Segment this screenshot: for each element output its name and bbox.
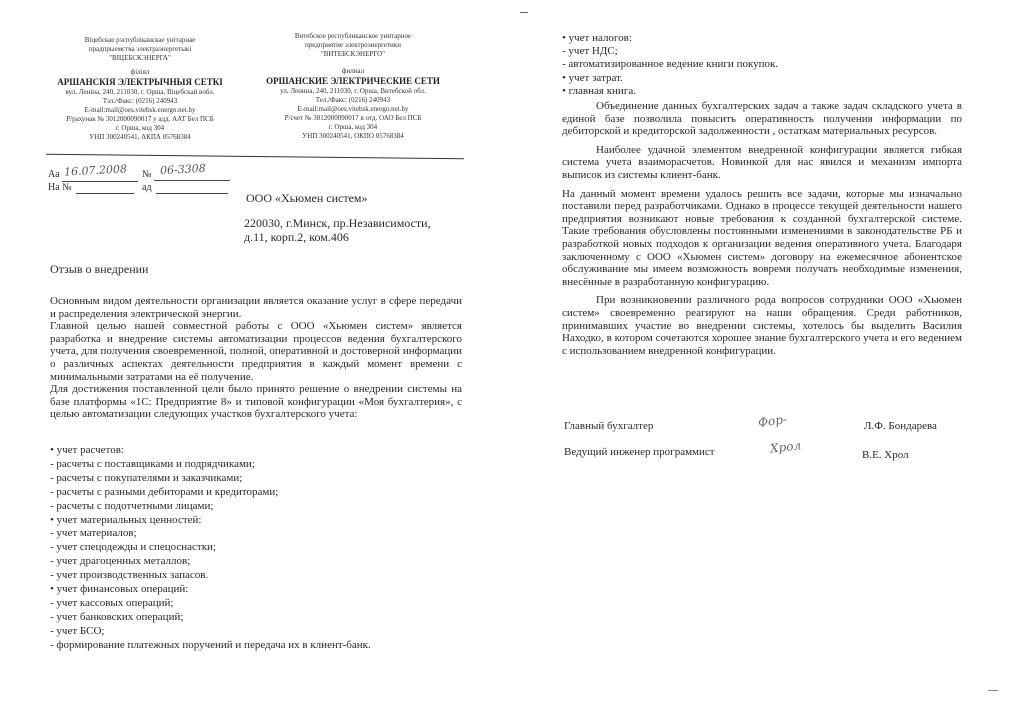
- letterhead-detail: вул. Леніна, 240, 211030, г. Орша, Віцебскай вобл.: [65, 88, 215, 96]
- reg-ad-underline: [156, 193, 228, 194]
- letterhead-line: Віцебскае рэспубліканскае унітарнае: [84, 36, 196, 44]
- list-item: - расчеты с разными дебиторами и кредиторами;: [50, 485, 279, 498]
- letterhead-russian: [258, 32, 448, 141]
- letterhead-org-name: ОРШАНСКИЕ ЭЛЕКТРИЧЕСКИЕ СЕТИ: [266, 76, 440, 86]
- list-item: - учет материалов;: [50, 527, 137, 540]
- reg-no-label: №: [142, 169, 152, 180]
- letterhead-detail: Р/рахунак № 3012000090017 у адд. ААТ Бел ПСБ: [66, 115, 214, 123]
- letterhead-org-name: АРШАНСКІЯ ЭЛЕКТРЫЧНЫЯ СЕТКІ: [57, 77, 223, 87]
- document-title: Отзыв о внедрении: [50, 262, 149, 276]
- signature-title-chief-accountant: Главный бухгалтер: [564, 420, 654, 432]
- reg-na-underline: [76, 193, 134, 194]
- paragraph: Основным видом деятельности организации является оказание услуг в сфере передачи и распределения электрической энергии.: [50, 295, 462, 320]
- list-item: • учет налогов:: [562, 32, 632, 44]
- reg-date-underline: [62, 181, 138, 182]
- paragraph: Главной целью нашей совместной работы с ООО «Хьюмен систем» является разработка и внедрение системы автоматизации процессов ведения бухгалтерского учета, для получения своевременной, полной, оперативной и достоверной информации о различных аспектах деятельности предприятия в каждый момент времени с минимальными затратами на её получение.: [50, 320, 462, 383]
- list-item: • учет затрат.: [562, 71, 623, 84]
- letterhead-detail: УНП 300240541, ОКПО 05768384: [302, 132, 404, 140]
- letterhead-detail: г. Орша, код 304: [115, 124, 165, 132]
- list-item: - расчеты с покупателями и заказчиками;: [50, 471, 243, 484]
- left-column-text: [50, 295, 462, 421]
- reg-na-label: На №: [48, 182, 72, 193]
- addressee-address-line2: д.11, корп.2, ком.406: [244, 230, 349, 244]
- list-item: - учет кассовых операций;: [50, 596, 174, 609]
- list-item: - учет спецодежды и спецоснастки;: [50, 541, 216, 554]
- letterhead-line: "ВІЦЕБСКЭНЕРГА": [109, 54, 171, 62]
- reg-ad-label: ад: [142, 182, 152, 193]
- list-item: - учет БСО;: [50, 624, 105, 637]
- paragraph: На данный момент времени удалось решить все задачи, которые мы изначально поставили перед разработчиками. Однако в процессе текущей деятельности нашего предприятия возникают новые требования к созданной бухгалтерской системе. Такие требования обусловлены постоянными изменениями в законодательстве РБ и разработкой новых подходов к организации ведения оперативного учета. Благодаря заключенному с ООО «Хьюмен систем» договору на ежемесячное абонентское обслуживание мы имеем возможность вовремя получать необходимые изменения, внесённые в разработанную конфигурацию.: [562, 187, 962, 288]
- letterhead-belarusian: [50, 36, 230, 142]
- signature-name-lead-engineer: В.Е. Хрол: [862, 449, 909, 461]
- right-accounting-list: [562, 32, 982, 98]
- letterhead-branch: філіял: [130, 68, 150, 76]
- left-accounting-list: [50, 444, 462, 653]
- paragraph: Наиболее удачной элементом внедренной конфигурации является гибкая система учета взаиморасчетов. Новинкой для нас явился и механизм импорта выписок из системы клиент-банк.: [562, 143, 962, 181]
- paragraph: Объединение данных бухгалтерских задач а также задач складского учета в единой базе позволила повысить оперативность получения информации по дебиторской и кредиторской задолженности , остаткам материальных ресурсов.: [562, 100, 962, 138]
- list-item: • учет материальных ценностей:: [50, 513, 202, 526]
- letterhead-detail: ул. Ленина, 240, 211030, г. Орша, Витебской обл.: [280, 87, 426, 95]
- list-item: - учет НДС;: [562, 45, 618, 58]
- reg-date-handwritten: 16.07.2008: [63, 162, 128, 179]
- right-column-text: [562, 100, 962, 357]
- letterhead-divider: [46, 154, 464, 159]
- signature-mark-lead-engineer: Хрол: [769, 438, 802, 456]
- signature-mark-chief-accountant: Фор-: [757, 412, 788, 430]
- list-item: - учет банковских операций;: [50, 610, 184, 623]
- list-item: • учет расчетов:: [50, 444, 124, 456]
- letterhead-line: "ВИТЕБСКЭНЕРГО": [320, 50, 386, 58]
- reg-no-underline: [154, 180, 230, 181]
- letterhead-detail: Тел./Факс: (0216) 240943: [315, 96, 391, 104]
- letterhead-detail: E-mail:mail@oes.vitebsk.energo.net.by: [297, 105, 409, 113]
- addressee-address-line1: 220030, г.Минск, пр.Независимости,: [244, 216, 431, 230]
- list-item: - автоматизированное ведение книги покупок.: [562, 58, 779, 71]
- list-item: - расчеты с поставщиками и подрядчиками;: [50, 457, 255, 470]
- list-item: - расчеты с подотчетными лицами;: [50, 499, 214, 512]
- letterhead-detail: Тэл./Факс: (0216) 240943: [102, 97, 178, 105]
- letterhead-line: Витебское республиканское унитарное: [294, 32, 412, 40]
- letterhead-line: прадпрыемства электраэнергетыкі: [88, 45, 192, 53]
- list-item: - учет драгоценных металлов;: [50, 555, 191, 568]
- letterhead-detail: г. Орша, код 304: [328, 123, 378, 131]
- letterhead-branch: филиал: [341, 67, 365, 75]
- paragraph: Для достижения поставленной цели было принято решение о внедрении системы на базе платформы «1С: Предприятие 8» и типовой конфигурации «Моя бухгалтерия», с целью автоматизации следующих участков бухгалтерского учета:: [50, 383, 462, 421]
- list-item: - формирование платежных поручений и передача их в клиент-банк.: [50, 638, 371, 651]
- signature-title-lead-engineer: Ведущий инженер программист: [564, 446, 715, 458]
- list-item: • главная книга.: [562, 84, 636, 97]
- scan-artifact-dash: [988, 690, 998, 691]
- letterhead-detail: E-mail:mail@oes.vitebsk.energo.net.by: [84, 106, 196, 114]
- letterhead-line: предприятие электроэнергетики: [305, 41, 401, 49]
- list-item: • учет финансовых операций:: [50, 583, 189, 596]
- reg-no-handwritten: 06-3308: [159, 161, 207, 178]
- letterhead-detail: Р/счет № 3012000090017 в отд. ОАО Бел ПСБ: [284, 114, 422, 122]
- reg-aa-label: Аа: [48, 169, 60, 180]
- paragraph: При возникновении различного рода вопросов сотрудники ООО «Хьюмен систем» своевременно реагируют на наши обращения. Среди работников, принимавших участие во внедрении системы, хотелось бы выделить Василия Находко, в котором сочетаются хорошее знание бухгалтерского учета и его ведением с использованием внедренной конфигурации.: [562, 294, 962, 357]
- letterhead-detail: УНП 300240541, АКПА 05768384: [89, 133, 191, 141]
- signature-name-chief-accountant: Л.Ф. Бондарева: [864, 420, 937, 432]
- scan-artifact-dash: [520, 12, 528, 13]
- list-item: - учет производственных запасов.: [50, 569, 209, 582]
- addressee-company: ООО «Хьюмен систем»: [246, 191, 368, 205]
